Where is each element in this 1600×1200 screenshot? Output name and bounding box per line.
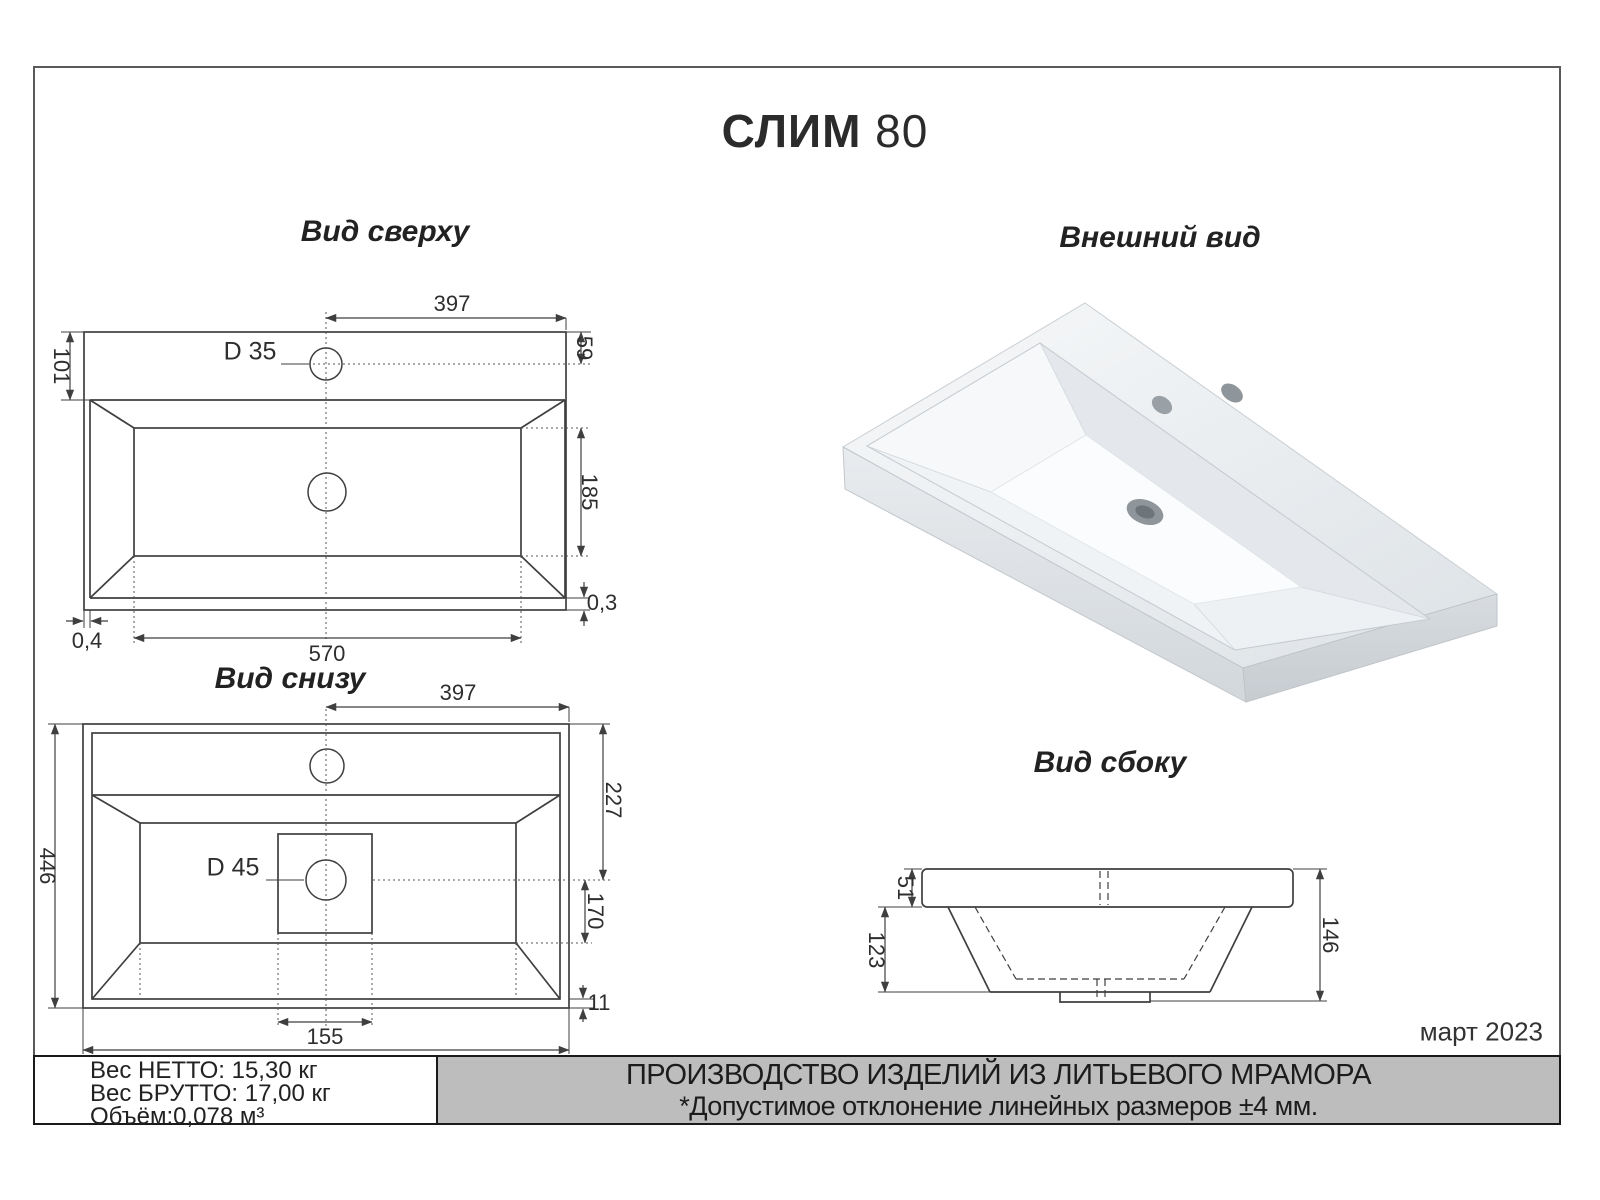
page-title [722,104,929,158]
issue-date: март 2023 [1419,1016,1543,1047]
top-dim-570: 570 [308,641,346,666]
top-dim-185: 185 [577,473,602,511]
bottom-dim-170: 170 [583,892,608,930]
side-dim-51: 51 [893,875,918,901]
gross-weight: Вес БРУТТО: 17,00 кг [90,1080,331,1107]
bottom-view-drawing [48,707,610,1054]
bottom-dim-227: 227 [601,781,626,819]
top-dim-397: 397 [433,291,471,316]
top-view-title: Вид сверху [300,215,470,248]
top-dim-59: 59 [572,335,597,361]
banner-line2: *Допустимое отклонение линейных размеров ±4 мм. [679,1091,1318,1121]
bottom-view-faucet-hole [310,749,344,783]
banner-line1: ПРОИЗВОДСТВО ИЗДЕЛИЙ ИЗ ЛИТЬЕВОГО МРАМОРА [625,1059,1372,1091]
bottom-view-title: Вид снизу [214,662,366,695]
bottom-dim-397: 397 [439,680,477,705]
model-size: 80 [875,105,929,157]
bottom-dim-155: 155 [306,1024,344,1049]
bottom-drain-diameter-label: D 45 [206,853,260,882]
top-view-drain-hole [308,473,346,511]
model-name: СЛИМ [721,105,862,157]
top-dim-0-4: 0,4 [71,628,103,653]
bottom-view-drain-box [278,834,372,933]
bottom-dim-446: 446 [35,847,60,885]
volume: Объём:0,078 м³ [90,1103,265,1130]
external-view-drawing [843,303,1497,702]
net-weight: Вес НЕТТО: 15,30 кг [90,1057,318,1084]
external-view-title: Внешний вид [1059,221,1261,254]
side-view-drawing [878,869,1327,1002]
top-dim-0-3: 0,3 [586,590,618,615]
top-faucet-diameter-label: D 35 [223,337,277,366]
weight-info-box [33,1055,438,1130]
side-dim-146: 146 [1318,916,1343,954]
top-dim-101: 101 [49,347,74,385]
side-dim-123: 123 [864,931,889,969]
top-view-drawing [61,312,591,644]
bottom-dim-11: 11 [587,990,611,1015]
side-view-title: Вид сбоку [1033,746,1187,779]
manufacturer-banner [436,1055,1561,1125]
